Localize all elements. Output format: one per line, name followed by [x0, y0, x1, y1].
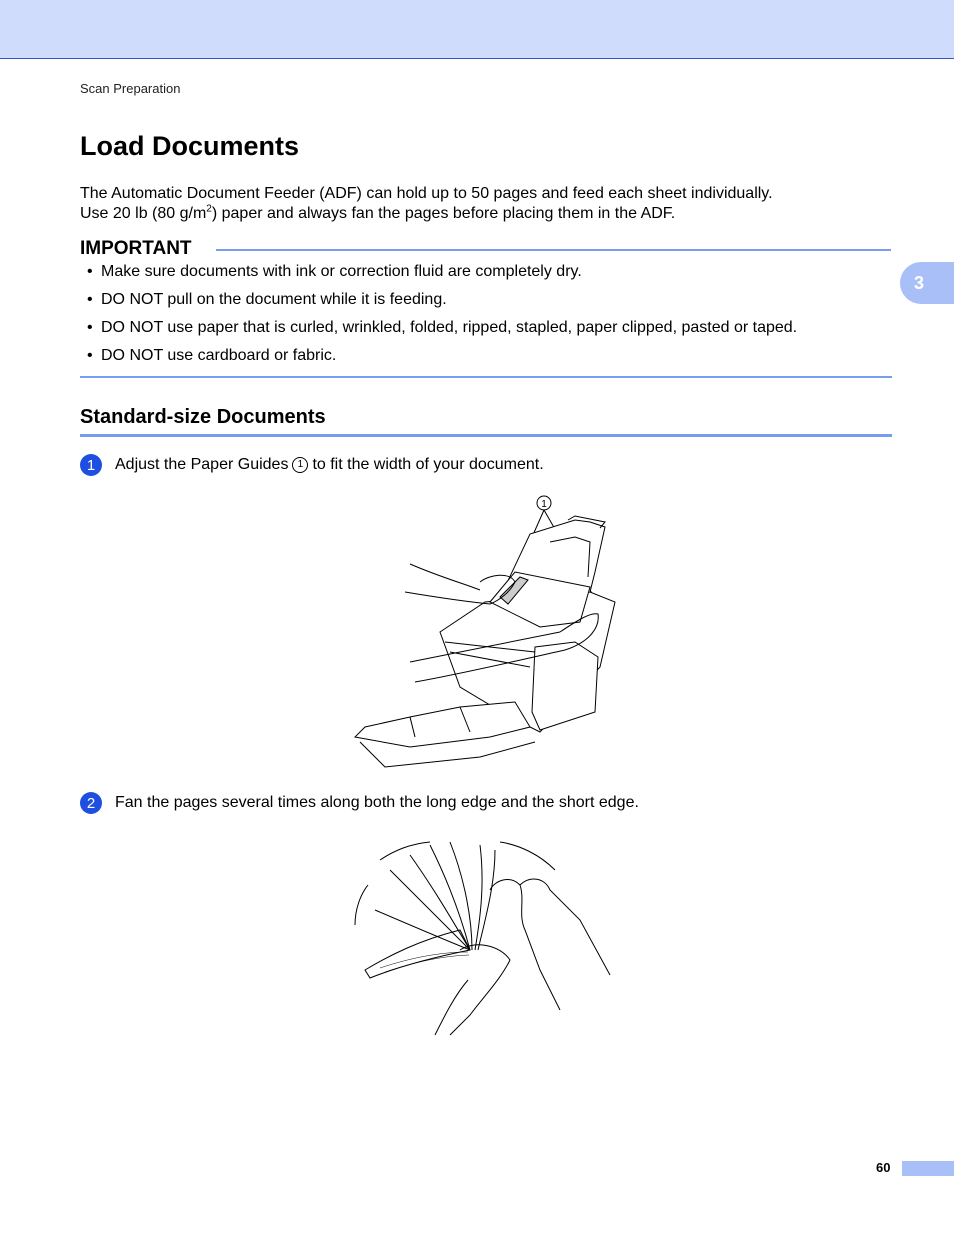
- step-2: [80, 792, 639, 814]
- list-item: • DO NOT use paper that is curled, wrinkled, folded, ripped, stapled, paper clipped, pasted or taped.: [80, 318, 892, 346]
- intro-paragraph: [80, 184, 880, 224]
- section-rule: [80, 434, 892, 437]
- step-text-pre: Adjust the Paper Guides: [115, 455, 289, 473]
- scanner-paper-guides-illustration: [350, 492, 625, 777]
- callout-marker: 1: [292, 457, 308, 473]
- list-item: • DO NOT use cardboard or fabric.: [80, 346, 892, 374]
- intro-line-1: The Automatic Document Feeder (ADF) can hold up to 50 pages and feed each sheet individually.: [80, 185, 773, 202]
- important-bottom-rule: [80, 376, 892, 378]
- motion-arc: [380, 842, 430, 860]
- step-text: [115, 456, 544, 474]
- chapter-number: 3: [914, 272, 925, 293]
- motion-arc: [500, 842, 555, 870]
- motion-arc: [355, 885, 368, 925]
- important-heading: IMPORTANT: [80, 238, 192, 259]
- important-rule: [216, 249, 891, 251]
- section-title: Standard-size Documents: [80, 406, 326, 428]
- list-item: • Make sure documents with ink or correction fluid are completely dry.: [80, 262, 892, 290]
- intro-line-2-pre: Use 20 lb (80 g/m: [80, 205, 207, 222]
- step-number: 2: [80, 792, 102, 814]
- list-item: • DO NOT pull on the document while it is feeding.: [80, 290, 892, 318]
- step-text-post: to fit the width of your document.: [312, 455, 544, 473]
- step-1: [80, 454, 544, 476]
- header-band: [0, 0, 954, 59]
- page-title: Load Documents: [80, 131, 300, 161]
- intro-superscript: 2: [206, 203, 212, 215]
- page-number: 60: [876, 1160, 891, 1175]
- footer-bar: [902, 1161, 954, 1176]
- intro-line-2: [80, 204, 880, 224]
- figure-callout-label: 1: [541, 499, 547, 510]
- important-list: [80, 262, 892, 374]
- intro-line-2-post: ) paper and always fan the pages before placing them in the ADF.: [211, 205, 676, 222]
- chapter-tab: [900, 262, 954, 304]
- step-number: 1: [80, 454, 102, 476]
- step-text: Fan the pages several times along both the long edge and the short edge.: [115, 794, 639, 811]
- breadcrumb: Scan Preparation: [80, 81, 181, 96]
- fanning-pages-illustration: [350, 830, 620, 1040]
